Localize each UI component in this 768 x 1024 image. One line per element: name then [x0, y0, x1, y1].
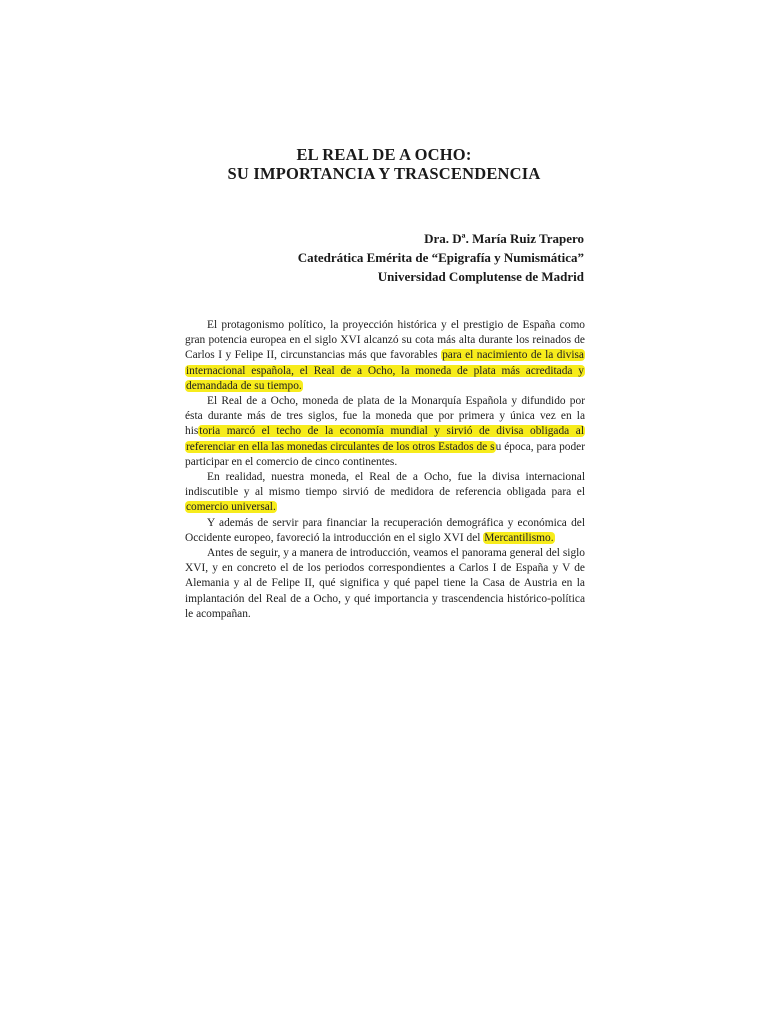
- author-block: [298, 229, 584, 286]
- paragraph-text: Y además de servir para financiar la recuperación demográfica y económica del Occidente europeo, favoreció la introducción en el siglo XVI del: [185, 516, 585, 544]
- highlighted-text: Mercantilismo.: [484, 531, 554, 544]
- paragraph: [185, 546, 585, 622]
- paragraph-text: u época, para poder participar en el comercio de cinco continentes.: [185, 440, 585, 468]
- body-text: [185, 318, 585, 622]
- paragraph: [185, 470, 585, 516]
- highlighted-text: para el nacimiento de la divisa internacional española, el Real de a Ocho, la moneda de plata más acreditada y demandada de su tiempo.: [186, 349, 584, 392]
- paragraph-text: El Real de a Ocho, moneda de plata de la Monarquía Española y difundido por ésta durante más de tres siglos, fue la moneda que por primera y única vez en la his: [185, 395, 585, 438]
- author-position: Catedrática Emérita de “Epigrafía y Numismática”: [297, 250, 584, 265]
- paragraph-text: El protagonismo político, la proyección histórica y el prestigio de España como gran potencia europea en el siglo XVI alcanzó su cota más alta durante los reinados de Carlos I y Felipe II, circunstancias más que favorables: [185, 319, 585, 362]
- paragraph-text: En realidad, nuestra moneda, el Real de a Ocho, fue la divisa internacional indiscutible y al mismo tiempo sirvió de medidora de referencia obligada para el: [185, 471, 585, 499]
- highlighted-text: toria marcó el techo de la economía mundial y sirvió de divisa obligada al referenciar en ella las monedas circulantes de los otros Estados de s: [186, 425, 584, 453]
- paragraph: [185, 394, 585, 470]
- author-university: Universidad Complutense de Madrid: [377, 269, 584, 284]
- title-line-2: SU IMPORTANCIA Y TRASCENDENCIA: [227, 164, 541, 183]
- paragraph: [185, 516, 585, 546]
- paragraph-text: Antes de seguir, y a manera de introducción, veamos el panorama general del siglo XVI, y en concreto el de los periodos correspondientes a Carlos I de España y V de Alemania y al de Felipe II, qué significa y qué papel tiene la Casa de Austria en la implantación del Real de a Ocho, y qué importancia y trascendencia histórico-política le acompañan.: [185, 547, 585, 620]
- paragraph: [185, 318, 585, 394]
- author-name: Dra. Dª. María Ruiz Trapero: [424, 231, 584, 246]
- highlighted-text: comercio universal.: [186, 501, 276, 514]
- title-line-1: EL REAL DE A OCHO:: [296, 145, 472, 164]
